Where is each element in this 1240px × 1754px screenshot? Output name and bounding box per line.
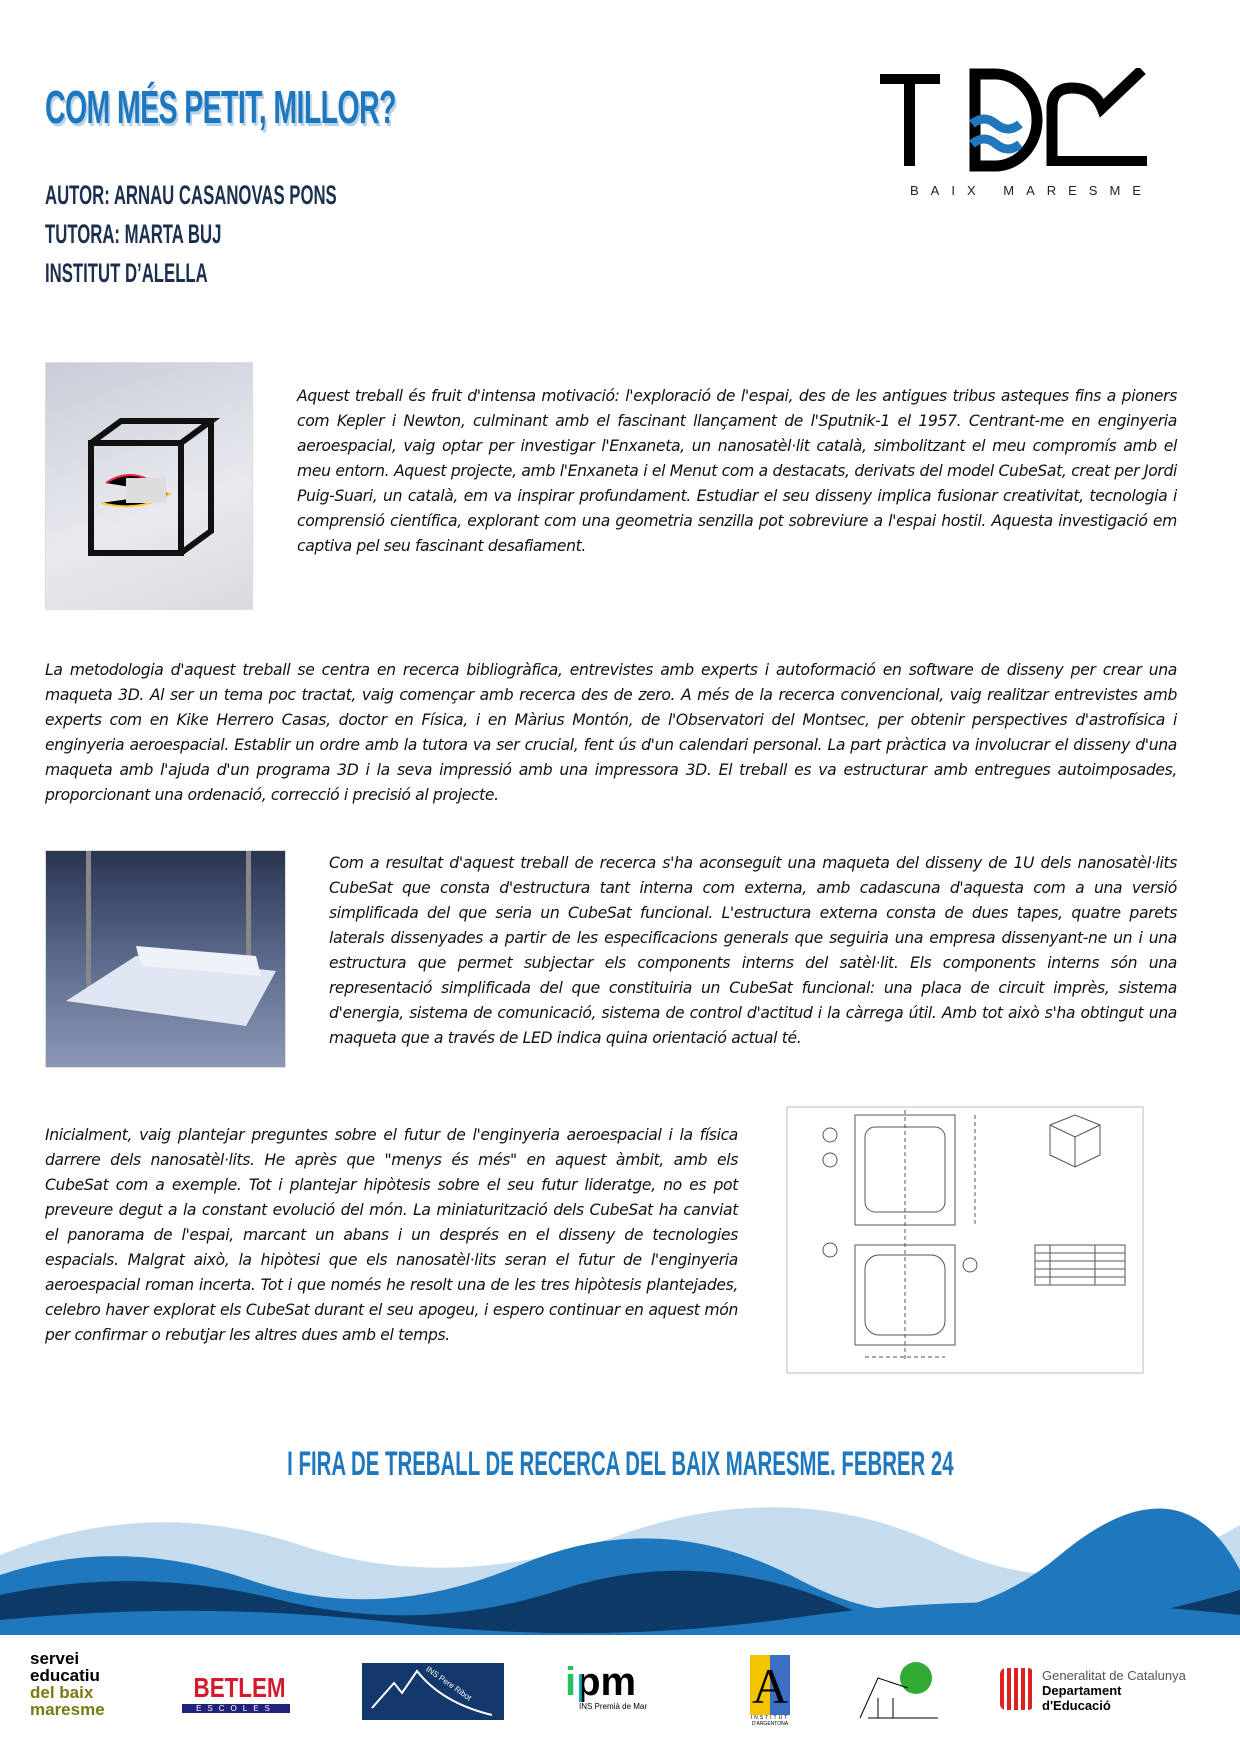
event-banner <box>0 1445 1240 1484</box>
generalitat-logo <box>1000 1668 1186 1713</box>
logo-text: Departament <box>1042 1683 1122 1698</box>
3d-printer-photo <box>45 850 286 1068</box>
technical-drawing <box>785 1105 1145 1375</box>
betlem-logo <box>182 1672 297 1713</box>
logo-subtitle: BAIX MARESME <box>910 183 1153 198</box>
event-title: I FIRA DE TREBALL DE RECERCA DEL BAIX MARESME. FEBRER 24 <box>286 1445 954 1483</box>
author: AUTOR: ARNAU CASANOVAS PONS <box>45 180 337 210</box>
logo-text: D'ARGENTONA <box>751 1721 789 1727</box>
intro-paragraph: Aquest treball és fruit d'intensa motivació: l'exploració de l'espai, des de les antigues tribus asteques fins a pioners com Kepler i Newton, culminant amb el fascinant llançament de l'Sputnik-1 el 1957. Centrant-me en enginyeria aeroespacial, vaig optar per investigar l'Enxaneta, un nanosatèl·lit català, simbolitzant el meu compromís amb el meu entorn. Aquest projecte, amb l'Enxaneta i el Menut com a destacats, derivats del model CubeSat, creat per Jordi Puig-Suari, un català, em va inspirar profundament. Estudiar el seu disseny implica fusionar creativitat, tecnologia i comprensió científica, explorant com una geometria senzilla pot sobreviure a l'espai hostil. Aquesta investigació em captiva pel seu fascinant desafiament. <box>297 387 1177 555</box>
logo-text: educatiu <box>30 1666 100 1685</box>
conclusions-paragraph: Inicialment, vaig plantejar preguntes sobre el futur de l'enginyeria aeroespacial i la física darrere dels nanosatèl·lits. He après que "menys és més" en aquest àmbit, amb els CubeSat com a exemple. Tot i plantejar hipòtesis sobre el seu futur lideratge, no es pot preveure degut a la constant evolució del món. La miniaturització dels CubeSat ha canviat el panorama de l'espai, marcant un abans i un després en el disseny de tecnologies espacials. Malgrat això, la hipòtesi que els nanosatèl·lits seran el futur de l'enginyeria aeroespacial roman incerta. Tot i que només he resolt una de les tres hipòtesis plantejades, celebro haver explorat els CubeSat durant el seu apogeu, i espero continuar en aquest món per confirmar o rebutjar les altres dues amb el temps. <box>45 1126 738 1344</box>
logo-text: INSTITUT <box>750 1715 790 1721</box>
school-building-logo <box>858 1658 938 1728</box>
institute: INSTITUT D’ALELLA <box>45 258 208 288</box>
cubesat-photo <box>45 362 253 610</box>
logo-text: d'Educació <box>1042 1698 1111 1713</box>
logo-text: BETLEM <box>193 1672 286 1703</box>
tdr-logo <box>880 68 1153 198</box>
logo-text: INS Pere Ribot <box>424 1664 474 1703</box>
logo-text: Generalitat de Catalunya <box>1042 1668 1186 1683</box>
logo-text: maresme <box>30 1700 105 1719</box>
logo-text: del baix <box>30 1683 94 1702</box>
logo-text: INS Premià de Mar <box>579 1702 648 1711</box>
wave-decoration <box>0 1495 1240 1635</box>
logo-text: ipm <box>565 1662 647 1702</box>
servei-educatiu-logo <box>30 1650 105 1718</box>
logo-text: ESCOLES <box>182 1704 290 1713</box>
results-paragraph: Com a resultat d'aquest treball de recerca s'ha aconseguit una maqueta del disseny de 1U dels nanosatèl·lits CubeSat que consta d'estructura tant interna com externa, amb cadascuna d'aquesta com a una versió simplificada del que seria un CubeSat funcional. L'estructura externa consta de dues tapes, quatre parets laterals dissenyades a partir de les especificacions generals que seguiria una empresa dissenyant-ne un i una estructura que permet subjectar els components interns del satèl·lit. Els components interns són una representació simplificada del que constituiria un CubeSat funcional: una placa de circuit imprès, sistema d'energia, sistema de comunicació, sistema de control d'actitud i la càrrega útil. Amb tot això s'ha obtingut una maqueta que a través de LED indica quina orientació actual té. <box>329 854 1177 1047</box>
page-title: COM MÉS PETIT, MILLOR? <box>45 81 396 133</box>
tutor: TUTORA: MARTA BUJ <box>45 219 222 249</box>
ins-pere-ribot-logo <box>362 1663 504 1720</box>
logo-text: servei <box>30 1649 80 1668</box>
institut-argentona-logo: A INSTITUT D'ARGENTONA <box>750 1655 790 1727</box>
methodology-paragraph: La metodologia d'aquest treball se centra en recerca bibliogràfica, entrevistes amb experts i autoformació en software de disseny per crear una maqueta 3D. Al ser un tema poc tractat, vaig començar amb recerca des de zero. A més de la recerca convencional, vaig realitzar entrevistes amb experts com en Kike Herrero Casas, doctor en Física, i en Màrius Montón, de l'Observatori del Montsec, per obtenir perspectives d'astrofísica i enginyeria aeroespacial. Establir un ordre amb la tutora va ser crucial, fent ús d'un calendari personal. La part pràctica va involucrar el disseny d'una maqueta amb l'ajuda d'un programa 3D i la seva impressió amb una impressora 3D. El treball es va estructurar amb entregues autoimposades, proporcionant una ordenació, correcció i precisió al projecte. <box>45 661 1177 804</box>
ins-premia-logo <box>565 1662 647 1711</box>
